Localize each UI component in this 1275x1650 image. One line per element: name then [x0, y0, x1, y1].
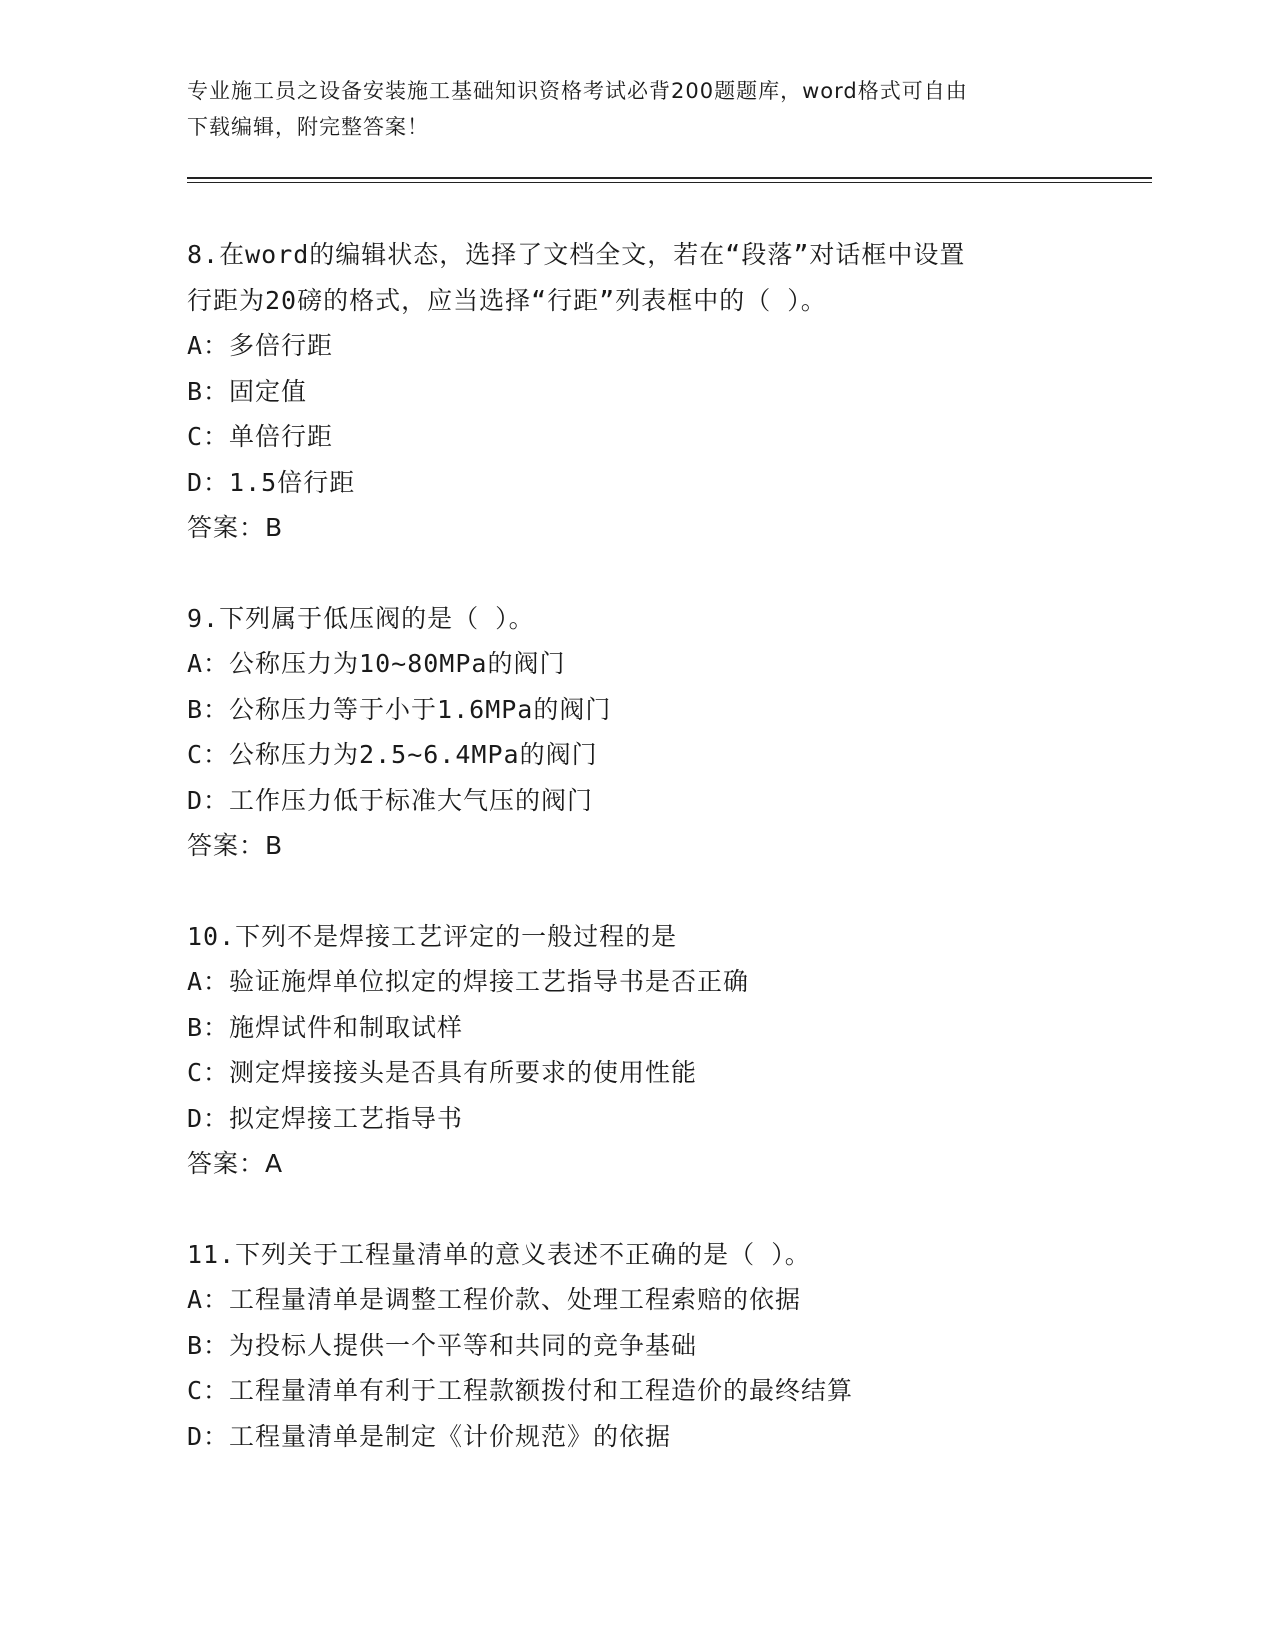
- document-header: [187, 73, 1087, 145]
- question-10: [187, 914, 1147, 1187]
- option-a: A：多倍行距: [187, 331, 334, 360]
- question-8: [187, 232, 1147, 551]
- option-c: C：公称压力为2.5~6.4MPa的阀门: [187, 740, 598, 769]
- question-stem: 11.下列关于工程量清单的意义表述不正确的是（ ）。: [187, 1239, 811, 1269]
- option-b: B：固定值: [187, 376, 308, 406]
- header-line-1: 专业施工员之设备安装施工基础知识资格考试必背200题题库，word格式可自由: [187, 79, 968, 103]
- option-a: A：工程量清单是调整工程价款、处理工程索赔的依据: [187, 1285, 802, 1314]
- option-c: C：工程量清单有利于工程款额拨付和工程造价的最终结算: [187, 1376, 854, 1405]
- option-d: D：1.5倍行距: [187, 467, 356, 497]
- question-stem: 行距为20磅的格式，应当选择“行距”列表框中的（ ）。: [187, 285, 827, 315]
- header-divider-thin: [187, 182, 1152, 183]
- option-a: A：验证施焊单位拟定的焊接工艺指导书是否正确: [187, 967, 750, 996]
- question-stem: 8.在word的编辑状态，选择了文档全文，若在“段落”对话框中设置: [187, 240, 966, 269]
- answer: 答案：B: [187, 831, 284, 860]
- option-c: C：单倍行距: [187, 422, 334, 451]
- option-c: C：测定焊接接头是否具有所要求的使用性能: [187, 1058, 698, 1087]
- option-b: B：为投标人提供一个平等和共同的竞争基础: [187, 1330, 698, 1360]
- question-9: [187, 596, 1147, 869]
- option-d: D：拟定焊接工艺指导书: [187, 1103, 464, 1133]
- option-b: B：施焊试件和制取试样: [187, 1012, 464, 1042]
- answer: 答案：B: [187, 513, 284, 542]
- option-b: B：公称压力等于小于1.6MPa的阀门: [187, 694, 612, 724]
- option-d: D：工作压力低于标准大气压的阀门: [187, 785, 594, 815]
- question-11: [187, 1232, 1147, 1460]
- question-list: [187, 232, 1147, 1504]
- question-stem: 10.下列不是焊接工艺评定的一般过程的是: [187, 921, 678, 951]
- header-divider: [187, 177, 1152, 179]
- option-a: A：公称压力为10~80MPa的阀门: [187, 649, 566, 678]
- option-d: D：工程量清单是制定《计价规范》的依据: [187, 1421, 672, 1451]
- answer: 答案：A: [187, 1149, 284, 1178]
- question-stem: 9.下列属于低压阀的是（ ）。: [187, 603, 535, 633]
- header-line-2: 下载编辑，附完整答案！: [187, 115, 429, 139]
